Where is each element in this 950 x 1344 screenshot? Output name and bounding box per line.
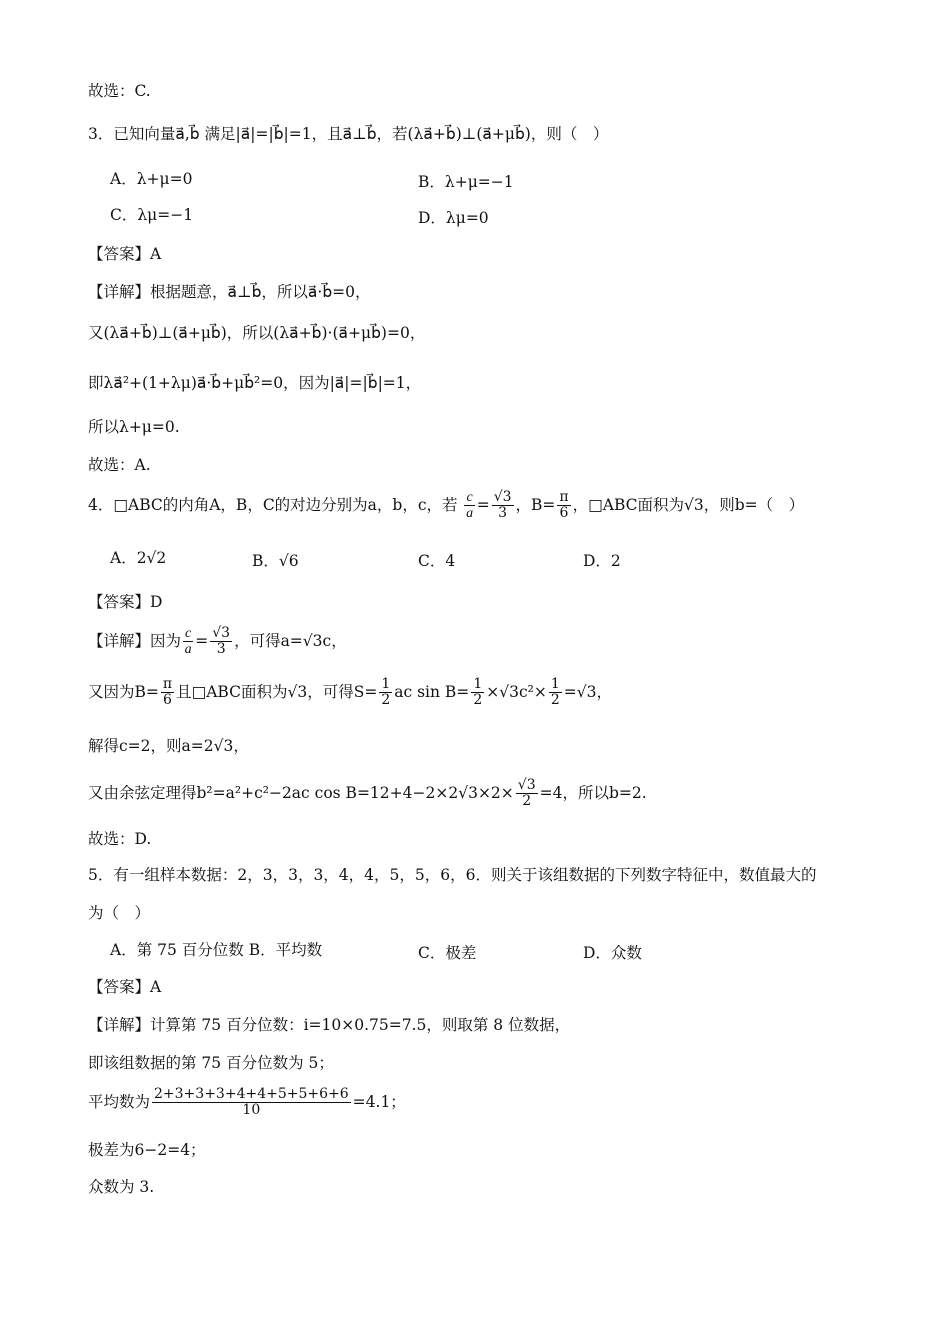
fraction-sqrt3-over-2: $\frac{√3}{2}$ xyxy=(517,777,536,810)
q4-explain-2-pre: 又因为B= xyxy=(88,682,159,701)
question-5-cont: 为（ ） xyxy=(88,904,151,922)
q3-option-c: C．λμ=−1 xyxy=(110,206,194,224)
q5-answer: 【答案】A xyxy=(88,978,162,996)
fraction-one-half-3: $\frac{1}{2}$ xyxy=(550,676,560,709)
q4-selection: 故选：D. xyxy=(88,830,152,848)
q3-option-b: B．λ+μ=−1 xyxy=(418,173,514,191)
q5-option-d: D．众数 xyxy=(583,944,642,962)
q5-explain-3 xyxy=(88,1087,860,1119)
question-5: 5．有一组样本数据：2，3，3，3，4，4，5，5，6，6．则关于该组数据的下列数字特征中，数值最大的 xyxy=(88,866,817,884)
q4-explain-1-post: ，可得a=√3c， xyxy=(234,631,347,650)
q4-answer: 【答案】D xyxy=(88,593,163,611)
q5-option-a-b: A．第 75 百分位数 B．平均数 xyxy=(110,941,323,959)
q4-option-b: B．√6 xyxy=(252,552,299,570)
q4-explain-2 xyxy=(88,677,860,709)
question-4: 4．□ABC的内角A，B，C的对边分别为a，b，c，若 $\frac{c}{a}$ = $\frac{√3}{3}$ ，B= $\frac{\pi}{6}$ ，□ABC面积为√3，则b=（ ） xyxy=(88,489,805,522)
q3-answer: 【答案】A xyxy=(88,245,162,263)
q4-explain-2-mid3: ×√3c²× xyxy=(486,682,547,701)
fraction-sqrt3-over-3-2: $\frac{√3}{3}$ xyxy=(212,625,231,658)
question-3: 3．已知向量a⃗,b⃗ 满足|a⃗|=|b⃗|=1，且a⃗⊥b⃗，若(λa⃗+b⃗)⊥(a⃗+μb⃗)，则（ ） xyxy=(88,125,609,143)
q3-selection: 故选：A. xyxy=(88,456,151,474)
q4-option-d: D．2 xyxy=(583,552,621,570)
fraction-c-over-a-2: $\frac{c}{a}$ xyxy=(184,626,192,658)
q4-explain-2-post: =√3， xyxy=(563,682,612,701)
fraction-pi-over-6-2: $\frac{\pi}{6}$ xyxy=(162,676,173,709)
q5-explain-2: 即该组数据的第 75 百分位数为 5； xyxy=(88,1054,334,1072)
fraction-pi-over-6: $\frac{\pi}{6}$ xyxy=(559,489,569,522)
fraction-sqrt3-over-3: $\frac{√3}{3}$ xyxy=(493,489,512,522)
q5-option-c: C．极差 xyxy=(418,944,477,962)
q3-explain-2: 又(λa⃗+b⃗)⊥(a⃗+μb⃗)，所以(λa⃗+b⃗)·(a⃗+μb⃗)=0， xyxy=(88,324,426,342)
q3-explain-1: 【详解】根据题意，a⃗⊥b⃗，所以a⃗·b⃗=0， xyxy=(88,283,371,301)
q3-explain-4: 所以λ+μ=0. xyxy=(88,418,180,436)
q5-explain-1: 【详解】计算第 75 百分位数：i=10×0.75=7.5，则取第 8 位数据， xyxy=(88,1016,571,1034)
fraction-c-over-a: $\frac{c}{a}$ xyxy=(466,490,474,522)
q3-option-d: D．λμ=0 xyxy=(418,209,489,227)
fraction-one-half-2: $\frac{1}{2}$ xyxy=(473,676,483,709)
q4-explain-2-mid: 且□ABC面积为√3，可得S= xyxy=(176,682,378,701)
q4-explain-2-mid2: ac sin B= xyxy=(394,682,470,701)
q4-option-a: A．2√2 xyxy=(110,549,167,567)
q4-text-mid: ，B= xyxy=(515,495,556,514)
q4-text-post: ，□ABC面积为√3，则b=（ ） xyxy=(572,495,805,514)
q4-explain-4-pre: 又由余弦定理得b²=a²+c²−2ac cos B=12+4−2×2√3×2× xyxy=(88,783,514,802)
fraction-sum-over-10: $\frac{2+3+3+3+4+4+5+5+6+6}{10}$ xyxy=(154,1086,349,1119)
q4-explain-3: 解得c=2，则a=2√3， xyxy=(88,737,249,755)
q4-option-c: C．4 xyxy=(418,552,456,570)
q4-explain-4 xyxy=(88,778,860,810)
q5-explain-4: 极差为6−2=4； xyxy=(88,1141,206,1159)
q5-explain-5: 众数为 3. xyxy=(88,1178,155,1196)
q4-text-pre: 4．□ABC的内角A，B，C的对边分别为a，b，c，若 xyxy=(88,495,458,514)
q3-option-a: A．λ+μ=0 xyxy=(110,170,193,188)
q4-explain-4-post: =4，所以b=2. xyxy=(539,783,647,802)
q5-explain-3-post: =4.1； xyxy=(352,1092,406,1111)
q5-explain-3-pre: 平均数为 xyxy=(88,1092,151,1111)
fraction-one-half-1: $\frac{1}{2}$ xyxy=(381,676,391,709)
prev-answer-selection: 故选：C. xyxy=(88,82,151,100)
q3-explain-3: 即λa⃗²+(1+λμ)a⃗·b⃗+μb⃗²=0，因为|a⃗|=|b⃗|=1， xyxy=(88,374,422,392)
q4-explain-1: 【详解】因为 $\frac{c}{a}$ = $\frac{√3}{3}$ ，可得a=√3c， xyxy=(88,625,347,658)
q4-explain-1-pre: 【详解】因为 xyxy=(88,631,182,650)
